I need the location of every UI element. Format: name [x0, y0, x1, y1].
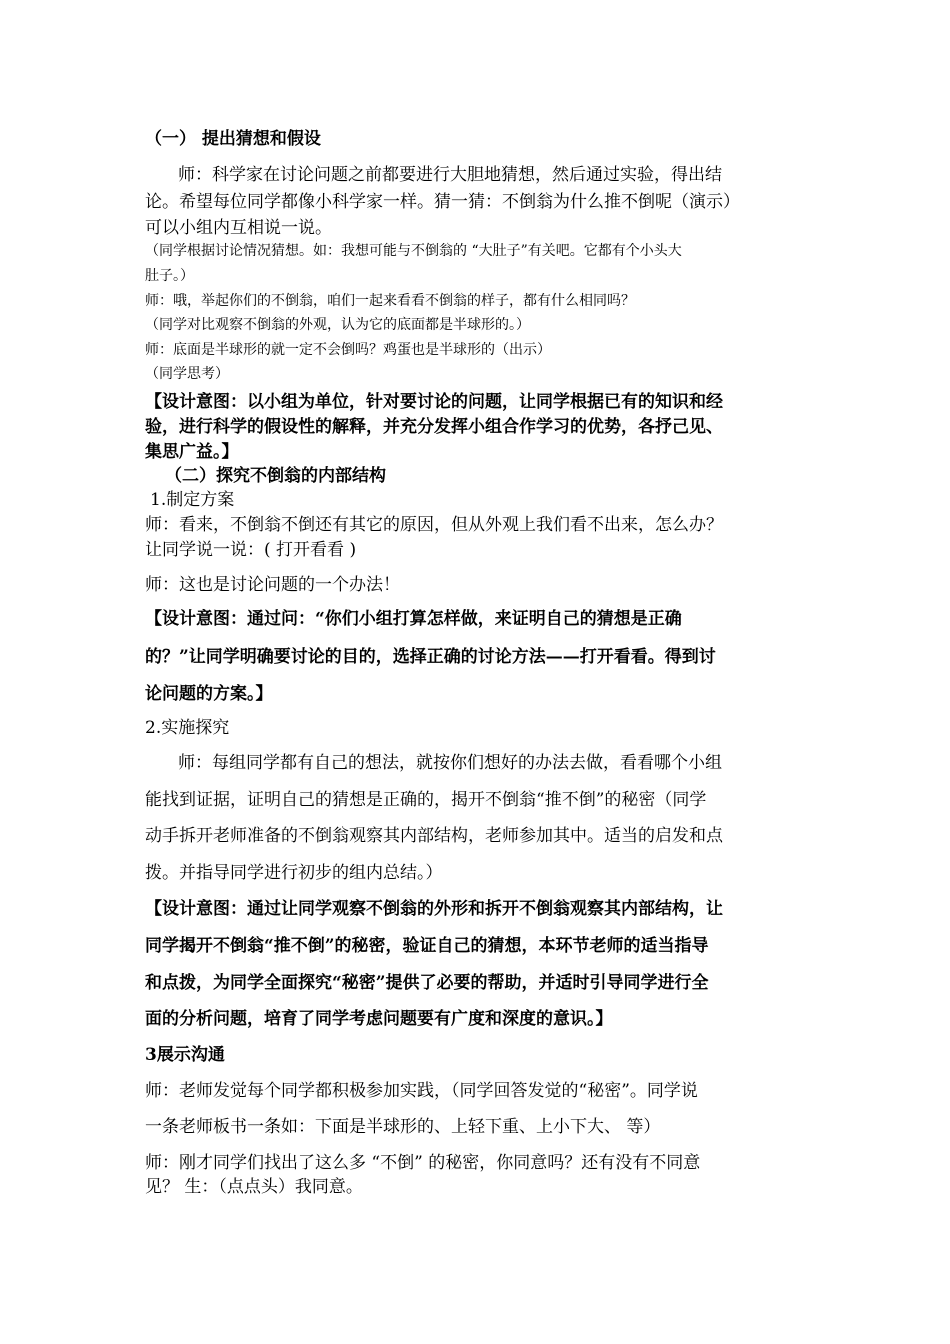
paragraph-line: 师：看来，不倒翁不倒还有其它的原因，但从外观上我们看不出来，怎么办？	[145, 515, 723, 535]
paragraph-line: 可以小组内互相说一说。	[145, 218, 332, 238]
paragraph-line: 论。希望每位同学都像小科学家一样。猜一猜：不倒翁为什么推不倒呢（演示）	[145, 192, 740, 212]
design-intent-line: 集思广益。】	[145, 442, 239, 462]
design-intent-line: 和点拨，为同学全面探究“秘密”提供了必要的帮助，并适时引导同学进行全	[145, 973, 709, 993]
design-intent-line: 的？”让同学明确要讨论的目的，选择正确的讨论方法——打开看看。得到讨	[145, 647, 716, 667]
paragraph-line: 师：每组同学都有自己的想法，就按你们想好的办法去做，看看哪个小组	[178, 753, 722, 773]
subheading: 3展示沟通	[145, 1045, 225, 1065]
note-line: （同学对比观察不倒翁的外观，认为它的底面都是半球形的。）	[145, 317, 530, 333]
paragraph-line: 让同学说一说：( 打开看看 )	[145, 540, 357, 560]
design-intent-line: 论问题的方案。】	[145, 684, 273, 704]
subheading: 2.实施探究	[145, 718, 230, 738]
paragraph-line: 师：老师发觉每个同学都积极参加实践，（同学回答发觉的“秘密”。同学说	[145, 1081, 698, 1101]
section-heading-1: （一） 提出猜想和假设	[145, 129, 321, 149]
design-intent-line: 【设计意图：通过让同学观察不倒翁的外形和拆开不倒翁观察其内部结构，让	[145, 899, 723, 919]
paragraph-line: 拨。并指导同学进行初步的组内总结。）	[145, 863, 443, 883]
paragraph-line: 师：科学家在讨论问题之前都要进行大胆地猜想，然后通过实验，得出结	[178, 165, 722, 185]
note-line: 肚子。）	[145, 268, 194, 284]
design-intent-line: 验，进行科学的假设性的解释，并充分发挥小组合作学习的优势，各抒己见、	[145, 417, 723, 437]
paragraph-line: 见？ 生：（点点头）我同意。	[145, 1177, 363, 1197]
paragraph-line: 师：刚才同学们找出了这么多 “不倒” 的秘密，你同意吗？还有没有不同意	[145, 1153, 701, 1173]
paragraph-line: 师：这也是讨论问题的一个办法！	[145, 575, 400, 595]
paragraph-line: 一条老师板书一条如：下面是半球形的、上轻下重、上小下大、 等）	[145, 1117, 661, 1137]
subheading: 1.制定方案	[150, 490, 235, 510]
design-intent-line: 同学揭开不倒翁“推不倒”的秘密，验证自己的猜想，本环节老师的适当指导	[145, 936, 709, 956]
design-intent-line: 【设计意图：以小组为单位，针对要讨论的问题，让同学根据已有的知识和经	[145, 392, 723, 412]
paragraph-line: 动手拆开老师准备的不倒翁观察其内部结构，老师参加其中。适当的启发和点	[145, 826, 723, 846]
design-intent-line: 【设计意图：通过问：“你们小组打算怎样做，来证明自己的猜想是正确	[145, 609, 682, 629]
design-intent-line: 面的分析问题，培育了同学考虑问题要有广度和深度的意识。】	[145, 1009, 613, 1029]
note-line: （同学思考）	[145, 366, 229, 382]
note-line: 师：底面是半球形的就一定不会倒吗？鸡蛋也是半球形的（出示）	[145, 342, 551, 358]
note-line: 师：哦，举起你们的不倒翁，咱们一起来看看不倒翁的样子，都有什么相同吗？	[145, 293, 635, 309]
section-heading-2: （二）探究不倒翁的内部结构	[165, 466, 386, 486]
note-line: （同学根据讨论情况猜想。如：我想可能与不倒翁的 “大肚子”有关吧。它都有个小头大	[145, 243, 682, 259]
paragraph-line: 能找到证据，证明自己的猜想是正确的，揭开不倒翁“推不倒”的秘密（同学	[145, 790, 707, 810]
